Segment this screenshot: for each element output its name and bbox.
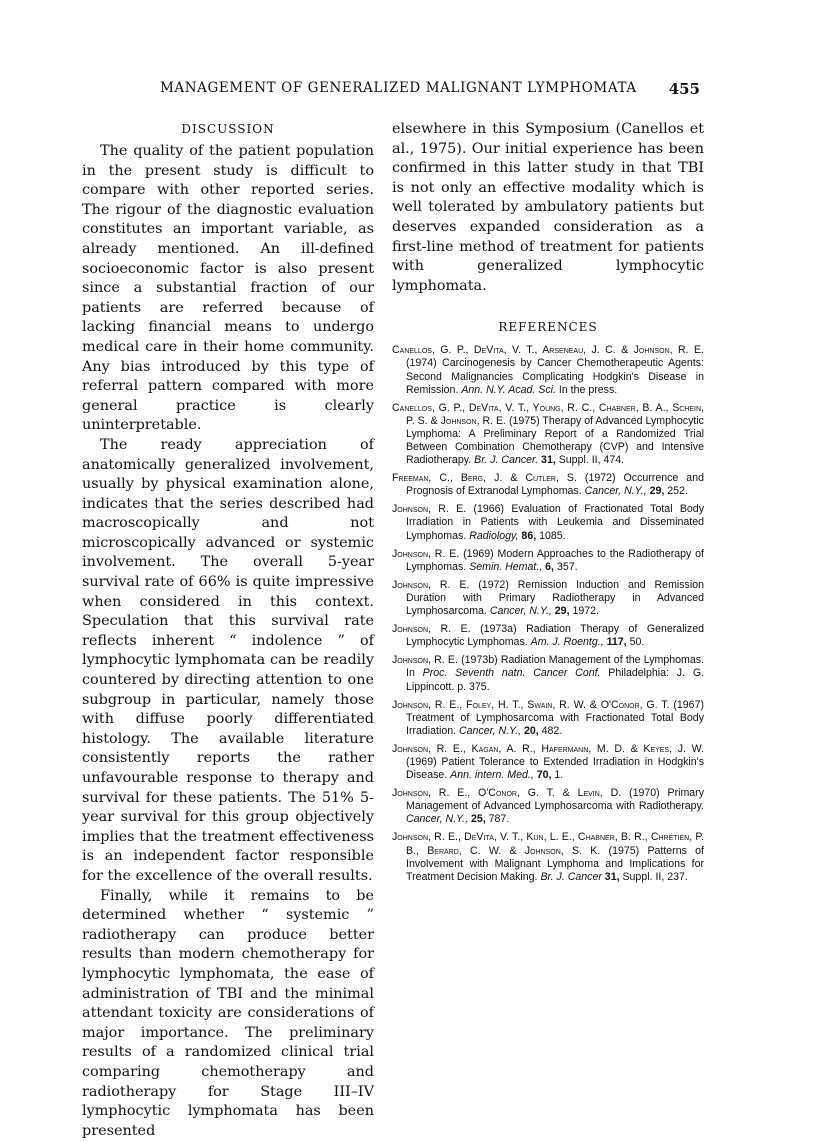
reference-journal: Ann. N.Y. Acad. Sci. (461, 383, 556, 396)
reference-authors: Canellos, G. P., DeVita, V. T., Arseneau, J. C. & Johnson, R. E. (392, 344, 704, 357)
reference-text: (1973a) Radiation Therapy of Generalized Lymphocytic Lymphomas. (406, 623, 704, 649)
right-column (392, 120, 704, 889)
reference-text: (1969) Patient Tolerance to Extended Irradiation in Hodgkin's Disease. (406, 755, 704, 782)
reference-pages: In the press. (555, 383, 618, 396)
reference-authors: Johnson, R. E. (392, 547, 460, 560)
reference-journal: Cancer, N.Y., (406, 813, 469, 826)
reference-item (392, 787, 704, 826)
reference-item (392, 472, 704, 498)
reference-pages: 357. (554, 560, 578, 573)
reference-item (392, 579, 704, 618)
reference-journal: Br. J. Cancer. (474, 454, 539, 467)
reference-volume: 25, (468, 813, 486, 826)
reference-authors: Johnson, R. E. (392, 503, 467, 516)
reference-pages: 252. (664, 485, 688, 498)
left-column (82, 120, 374, 1141)
reference-journal: Am. J. Roentg., (530, 636, 604, 649)
running-title: MANAGEMENT OF GENERALIZED MALIGNANT LYMPHOMATA (160, 80, 637, 96)
reference-text: (1973b) Radiation Management of the Lymphomas. In (406, 654, 704, 680)
reference-text: (1974) Carcinogenesis by Cancer Chemotherapeutic Agents: Second Malignancies Complicating Hodgkin's Disease in Remission. (406, 357, 704, 396)
reference-pages: 482. (538, 724, 563, 737)
discussion-paragraph: Finally, while it remains to be determined whether “ systemic ” radiotherapy can produce better results than modern chemotherapy for lymphocytic lymphomata, the ease of administration of TBI and the minimal attendant toxicity are considerations of major importance. The preliminary results of a randomized clinical trial comparing chemotherapy and radiotherapy for Stage III–IV lymphocytic lymphomata has been presented (82, 887, 374, 1139)
reference-pages: 1972. (569, 605, 599, 618)
discussion-paragraph: The ready appreciation of anatomically generalized involvement, usually by physical examination alone, indicates that the series described had macroscopically and not microscopically advanced or systemic involvement. The overall 5-year survival rate of 66% is quite impressive when considered in this context. Speculation that this survival rate reflects inherent “ indolence ” of lymphocytic lymphomata can be readily countered by directing attention to one subgroup in particular, namely those with diffuse poorly differentiated histology. The available literature consistently reports the rather unfavourable response to therapy and survival for these patients. The 51% 5-year survival for this group objectively implies that the treatment effectiveness is an independent factor responsible for the excellence of the overall results. (82, 436, 374, 884)
references-heading: REFERENCES (498, 320, 598, 335)
reference-pages: Philadelphia: J. G. Lippincott. p. 375. (406, 667, 705, 693)
reference-authors: Johnson, R. E., O'Conor, G. T. & Levin, D. (392, 787, 622, 800)
reference-text: (1972) Occurrence and Prognosis of Extranodal Lymphomas. (406, 472, 704, 498)
reference-pages: 50. (626, 636, 645, 649)
reference-journal: Cancer, N.Y., (584, 485, 647, 498)
reference-authors: Johnson, R. E., Foley, H. T., Swain, R. W. & O'Conor, G. T. (392, 698, 670, 711)
reference-volume: 86, (518, 529, 537, 542)
reference-authors: Freeman, C., Berg, J. & Cutler, S. (392, 472, 577, 485)
reference-item (392, 503, 704, 542)
reference-journal: Ann. intern. Med., (450, 769, 534, 782)
reference-pages: 787. (485, 813, 510, 826)
reference-journal: Cancer, N.Y., (489, 605, 552, 618)
reference-pages: Suppl. II, 237. (619, 870, 688, 883)
reference-text: (1967) Treatment of Lymphosarcoma with Fractionated Total Body Irradiation. (406, 698, 704, 737)
reference-journal: Br. J. Cancer (540, 870, 602, 883)
reference-text: (1975) Therapy of Advanced Lymphocytic Lymphoma: A Preliminary Report of a Randomized Trial Between Combination Chemotherapy (CVP) and Intensive Radiotherapy. (406, 414, 704, 467)
reference-journal: Cancer, N.Y., (459, 724, 522, 737)
reference-item (392, 743, 704, 782)
reference-authors: Canellos, G. P., DeVita, V. T., Young, R. C., Chabner, B. A., Schein, P. S. & Johnson, R. E. (392, 401, 704, 427)
reference-volume: 6, (542, 560, 554, 573)
discussion-continuation: elsewhere in this Symposium (Canellos et al., 1975). Our initial experience has been confirmed in this latter study in that TBI is not only an effective modality which is well tolerated by ambulatory patients but deserves expanded consideration as a first-line method of treatment for patients with generalized lymphocytic lymphomata. (392, 121, 704, 294)
reference-volume: 31, (538, 454, 556, 467)
reference-authors: Johnson, R. E., Kagan, A. R., Hafermann, M. D. & Keyes, J. W. (392, 742, 704, 755)
reference-text: (1970) Primary Management of Advanced Lymphosarcoma with Radiotherapy. (406, 787, 705, 813)
reference-text: (1966) Evaluation of Fractionated Total Body Irradiation in Patients with Leukemia and Disseminated Lymphomas. (406, 503, 704, 542)
reference-volume: 29, (646, 485, 665, 498)
reference-authors: Johnson, R. E., DeVita, V. T., Kun, L. E., Chabner, B. R., Chretien, P. B., Berard, C. W. & Johnson, S. K. (392, 831, 704, 857)
reference-pages: 1085. (536, 529, 566, 542)
reference-text: (1969) Modern Approaches to the Radiotherapy of Lymphomas. (406, 547, 704, 573)
reference-volume: 31, (601, 870, 620, 883)
discussion-paragraph: The quality of the patient population in the present study is difficult to compare with other reported series. The rigour of the diagnostic evaluation constitutes an important variable, as already mentioned. An ill-defined socioeconomic factor is also present since a substantial fraction of our patients are referred because of lacking financial means to undergo medical care in their home community. Any bias introduced by this type of referral pattern compared with more general practice is clearly uninterpretable. (82, 143, 374, 434)
reference-authors: Johnson, R. E. (392, 654, 458, 667)
reference-item (392, 548, 704, 574)
page-number: 455 (668, 80, 700, 98)
reference-item (392, 831, 704, 883)
reference-item (392, 344, 704, 396)
reference-pages: 1. (551, 769, 564, 782)
reference-item (392, 623, 704, 649)
reference-authors: Johnson, R. E. (392, 578, 470, 591)
reference-list (392, 344, 704, 883)
reference-journal: Radiology, (469, 529, 519, 542)
reference-volume: 20, (521, 724, 539, 737)
discussion-heading: DISCUSSION (181, 122, 275, 136)
reference-volume: 29, (551, 605, 570, 618)
reference-pages: Suppl. II, 474. (555, 454, 625, 467)
reference-text: (1975) Patterns of Involvement with Malignant Lymphoma and Implications for Treatment Decision Making. (406, 844, 704, 883)
reference-volume: 70, (533, 769, 552, 782)
reference-authors: Johnson, R. E. (392, 623, 471, 636)
reference-volume: 117, (603, 636, 627, 649)
reference-item (392, 699, 704, 738)
reference-journal: Proc. Seventh natn. Cancer Conf. (422, 667, 601, 680)
reference-item (392, 402, 704, 467)
reference-journal: Semin. Hemat., (469, 560, 543, 573)
reference-item (392, 654, 704, 693)
running-header (160, 80, 700, 102)
reference-text: (1972) Remission Induction and Remission Duration with Primary Radiotherapy in Advanced Lymphosarcoma. (406, 578, 704, 618)
